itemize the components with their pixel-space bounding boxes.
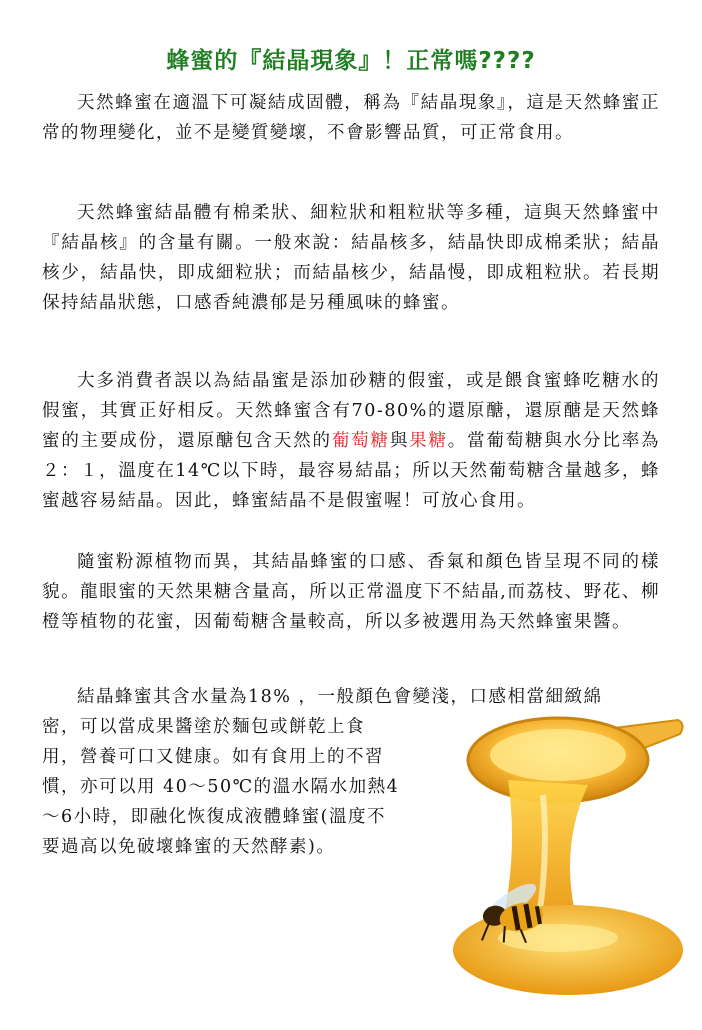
p5-line-4: 慣，亦可以用 40～50℃的溫水隔水加熱4 <box>42 777 400 797</box>
p3-text-after: 。當葡萄糖與水分比率為２：１，溫度在14℃以下時，最容易結晶；所以天然葡萄糖含量越多，蜂蜜越容易結晶。因此，蜂蜜結晶不是假蜜喔！可放心食用。 <box>42 431 661 511</box>
p5-line-3: 用，營養可口又健康。如有食用上的不習 <box>42 747 384 767</box>
glucose-highlight: 葡萄糖 <box>331 431 390 451</box>
paragraph-crystallization-intro: 天然蜂蜜在適溫下可凝結成固體，稱為『結晶現象』，這是天然蜂蜜正常的物理變化，並不是變質變壞，不會影響品質，可正常食用。 <box>42 93 660 143</box>
p5-line-6: 要過高以免破壞蜂蜜的天然酵素)。 <box>42 837 336 857</box>
paragraph-crystal-types: 天然蜂蜜結晶體有棉柔狀、細粒狀和粗粒狀等多種，這與天然蜂蜜中『結晶核』的含量有關。一般來說：結晶核多，結晶快即成棉柔狀；結晶核少，結晶快，即成細粒狀；而結晶核少，結晶慢，即成粗粒狀。若長期保持結晶狀態，口感香純濃郁是另種風味的蜂蜜。 <box>42 203 660 313</box>
paragraph-fake-honey-myth <box>42 366 660 516</box>
honey-spoon-bee-icon <box>448 700 688 1000</box>
fructose-highlight: 果糖 <box>409 431 448 451</box>
p3-text-and: 與 <box>389 431 410 451</box>
p5-line-5: ～6小時，即融化恢復成液體蜂蜜(溫度不 <box>42 807 386 827</box>
p3-text-before: 大多消費者誤以為結晶蜜是添加砂糖的假蜜，或是餵食蜜蜂吃糖水的假蜜，其實正好相反。天然蜂蜜含有70-80%的還原醣，還原醣是天然蜂蜜的主要成份，還原醣包含天然的 <box>42 371 660 451</box>
p5-line-1: 結晶蜂蜜其含水量為18% ，一般顏色會變淺，口感相當細緻綿 <box>77 687 603 707</box>
paragraph-plant-source: 隨蜜粉源植物而異，其結晶蜂蜜的口感、香氣和顏色皆呈現不同的樣貌。龍眼蜜的天然果糖含量高，所以正常溫度下不結晶,而荔枝、野花、柳橙等植物的花蜜，因葡萄糖含量較高，所以多被選用為天然蜂蜜果醬。 <box>42 552 660 632</box>
page-title: 蜂蜜的『結晶現象』！正常嗎???? <box>166 48 536 74</box>
p5-line-2: 密，可以當成果醬塗於麵包或餅乾上食 <box>42 717 365 737</box>
